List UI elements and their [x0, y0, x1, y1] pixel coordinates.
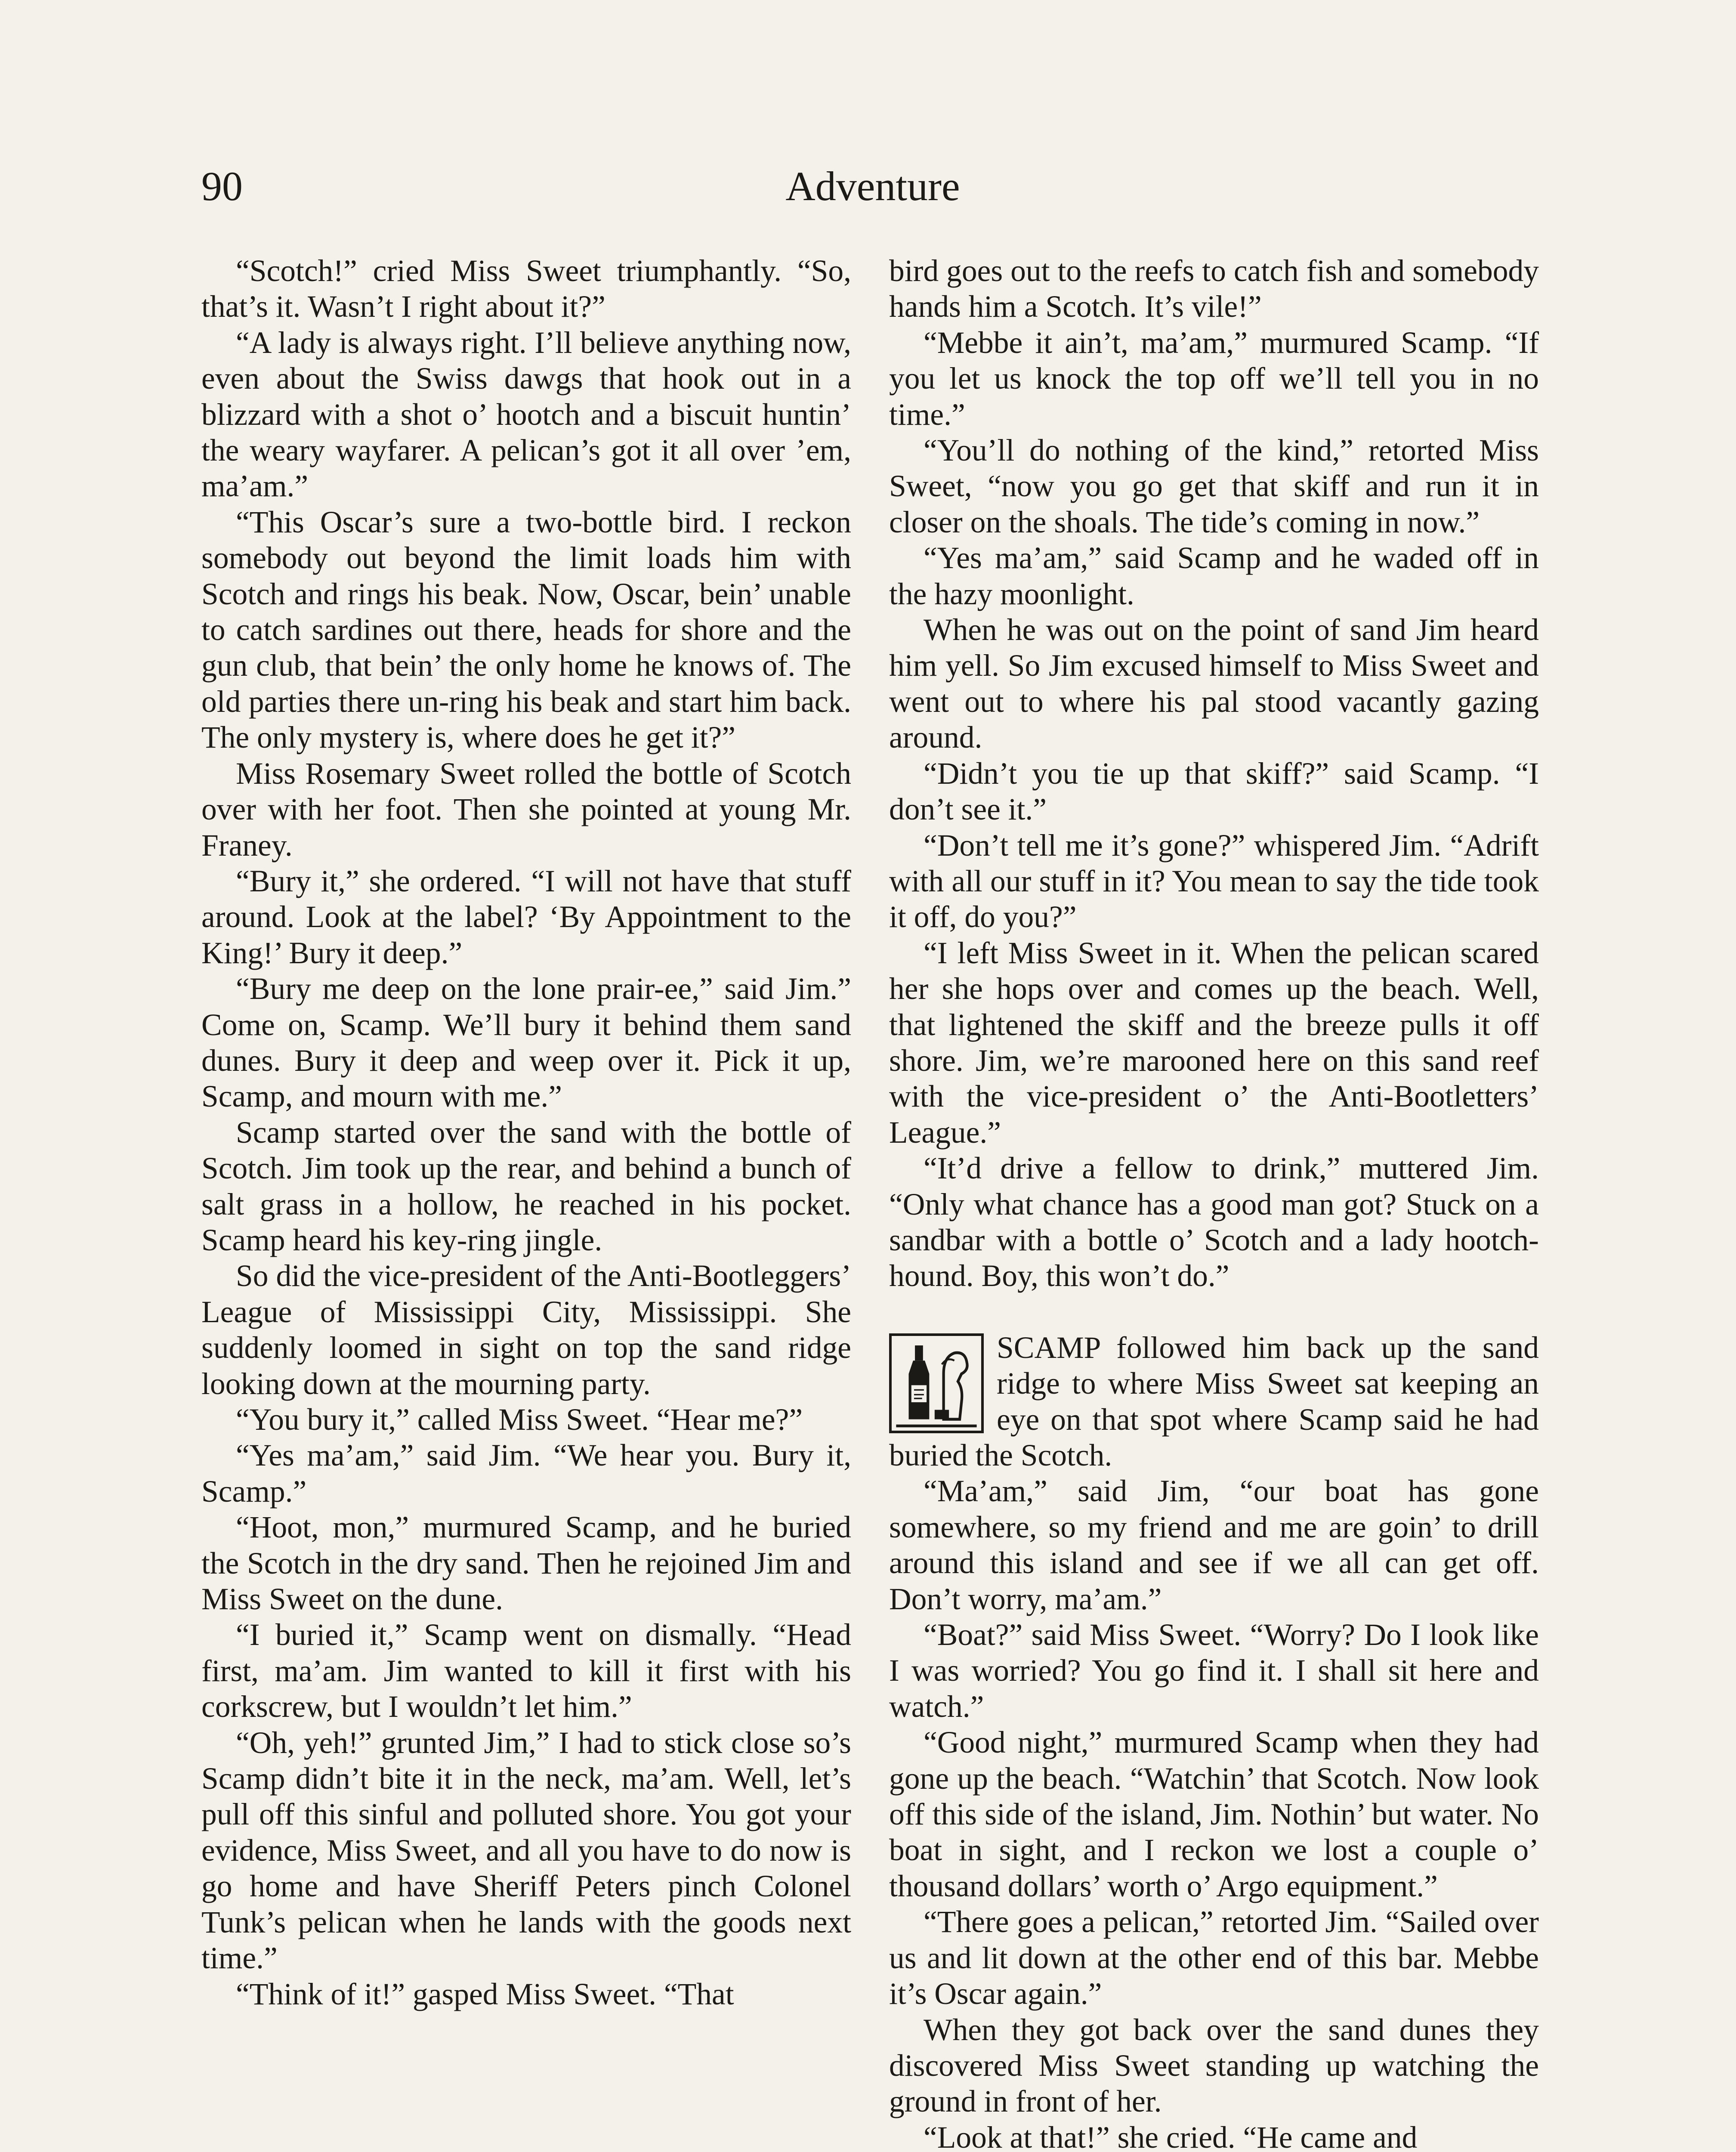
page-number: 90 — [201, 163, 243, 209]
bottle-ornament-icon — [889, 1333, 984, 1433]
running-title: Adventure — [785, 163, 960, 209]
paragraph: “Hoot, mon,” murmured Scamp, and he buried the Scotch in the dry sand. Then he rejoined Jim and Miss Sweet on the dune. — [201, 1510, 851, 1617]
page-header — [201, 158, 1544, 214]
paragraph: “Oh, yeh!” grunted Jim,” I had to stick close so’s Scamp didn’t bite it in the neck, ma’am. Well, let’s pull off this sinful and polluted shore. You got your evidence, Miss Sweet, and all you have to do now is go home and have Sheriff Peters pinch Colonel Tunk’s pelican when he lands with the goods next time.” — [201, 1725, 851, 1976]
paragraph: “I buried it,” Scamp went on dismally. “Head first, ma’am. Jim wanted to kill it first with his corkscrew, but I wouldn’t let him.” — [201, 1618, 851, 1724]
paragraph: “Think of it!” gasped Miss Sweet. “That — [236, 1977, 734, 2011]
left-column — [201, 253, 851, 2152]
paragraph: “Mebbe it ain’t, ma’am,” murmured Scamp. “If you let us knock the top off we’ll tell you in no time.” — [889, 325, 1539, 432]
paragraph: “There goes a pelican,” retorted Jim. “Sailed over us and lit down at the other end of this bar. Mebbe it’s Oscar again.” — [889, 1905, 1539, 2011]
paragraph: Miss Rosemary Sweet rolled the bottle of Scotch over with her foot. Then she pointed at young Mr. Franey. — [201, 756, 851, 863]
paragraph: “Boat?” said Miss Sweet. “Worry? Do I look like I was worried? You go find it. I shall sit here and watch.” — [889, 1618, 1539, 1724]
paragraph: “It’d drive a fellow to drink,” muttered Jim. “Only what chance has a good man got? Stuck on a sandbar with a bottle o’ Scotch and a lady hootch-hound. Boy, this won’t do.” — [889, 1151, 1539, 1293]
paragraph: bird goes out to the reefs to catch fish and somebody hands him a Scotch. It’s vile!” — [889, 254, 1539, 324]
paragraph: “Scotch!” cried Miss Sweet triumphantly. “So, that’s it. Wasn’t I right about it?” — [201, 254, 851, 324]
section-break — [889, 1294, 1539, 1330]
paragraph: “You’ll do nothing of the kind,” retorted Miss Sweet, “now you go get that skiff and run it in closer on the shoals. The tide’s coming in now.” — [889, 433, 1539, 539]
paragraph: “Bury me deep on the lone prair-ee,” said Jim.” Come on, Scamp. We’ll bury it behind them sand dunes. Bury it deep and weep over it. Pick it up, Scamp, and mourn with me.” — [201, 972, 851, 1114]
paragraph: “Look at that!” she cried. “He came and — [924, 2120, 1418, 2152]
paragraph: “Don’t tell me it’s gone?” whispered Jim. “Adrift with all our stuff in it? You mean to say the tide took it off, do you?” — [889, 828, 1539, 934]
right-column — [889, 253, 1539, 2152]
section-opening-text: SCAMP followed him back up the sand ridge to where Miss Sweet sat keeping an eye on that spot where Scamp said he had buried the Scotch. — [889, 1330, 1539, 1472]
paragraph: So did the vice-president of the Anti-Bootleggers’ League of Mississippi City, Mississippi. She suddenly loomed in sight on top the sand ridge looking down at the mourning party. — [201, 1259, 851, 1401]
paragraph: “Yes ma’am,” said Scamp and he waded off in the hazy moonlight. — [889, 541, 1539, 611]
paragraph: “A lady is always right. I’ll believe anything now, even about the Swiss dawgs that hook out in a blizzard with a shot o’ hootch and a biscuit huntin’ the weary wayfarer. A pelican’s got it all over ’em, ma’am.” — [201, 325, 851, 504]
paragraph: “Ma’am,” said Jim, “our boat has gone somewhere, so my friend and me are goin’ to drill around this island and see if we all can get off. Don’t worry, ma’am.” — [889, 1474, 1539, 1616]
paragraph: “You bury it,” called Miss Sweet. “Hear me?” — [236, 1403, 803, 1437]
paragraph: When he was out on the point of sand Jim heard him yell. So Jim excused himself to Miss Sweet and went out to where his pal stood vacantly gazing around. — [889, 613, 1539, 755]
paragraph: “I left Miss Sweet in it. When the pelican scared her she hops over and comes up the beach. Well, that lightened the skiff and the breeze pulls it off shore. Jim, we’re marooned here on this sand reef with the vice-president o’ the Anti-Bootletters’ League.” — [889, 936, 1539, 1150]
paragraph: When they got back over the sand dunes they discovered Miss Sweet standing up watching the ground in front of her. — [889, 2013, 1539, 2119]
section-opening-paragraph — [889, 1330, 1539, 1474]
paragraph: Scamp started over the sand with the bottle of Scotch. Jim took up the rear, and behind a bunch of salt grass in a hollow, he reached in his pocket. Scamp heard his key-ring jingle. — [201, 1115, 851, 1257]
paragraph: “Bury it,” she ordered. “I will not have that stuff around. Look at the label? ‘By Appointment to the King!’ Bury it deep.” — [201, 864, 851, 970]
paragraph: “Good night,” murmured Scamp when they had gone up the beach. “Watchin’ that Scotch. Now look off this side of the island, Jim. Nothin’ but water. No boat in sight, and I reckon we lost a couple o’ thousand dollars’ worth o’ Argo equipment.” — [889, 1725, 1539, 1903]
paragraph: “Yes ma’am,” said Jim. “We hear you. Bury it, Scamp.” — [201, 1438, 851, 1509]
paragraph: “This Oscar’s sure a two-bottle bird. I reckon somebody out beyond the limit loads him with Scotch and rings his beak. Now, Oscar, bein’ unable to catch sardines out there, heads for shore and the gun club, that bein’ the only home he knows of. The old parties there un-ring his beak and start him back. The only mystery is, where does he get it?” — [201, 505, 851, 755]
paragraph: “Didn’t you tie up that skiff?” said Scamp. “I don’t see it.” — [889, 756, 1539, 827]
